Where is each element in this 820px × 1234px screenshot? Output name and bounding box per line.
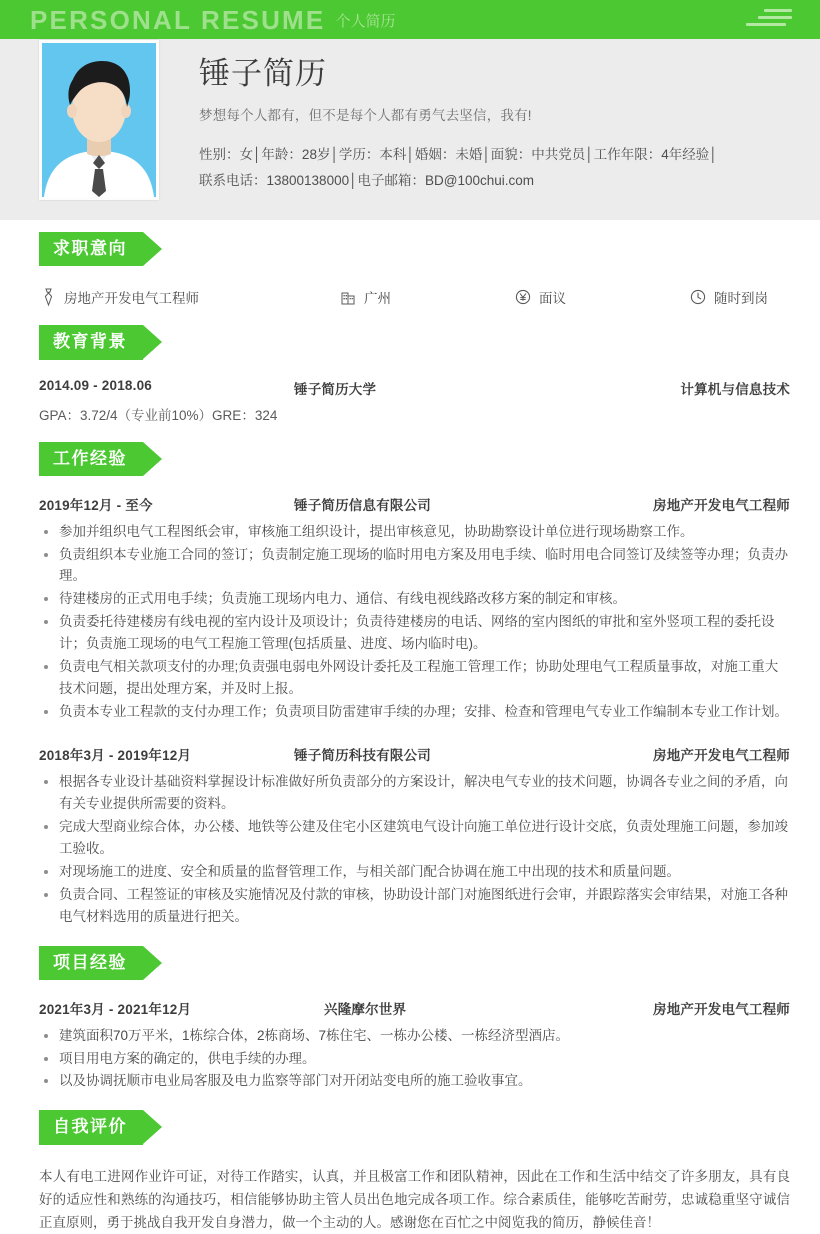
work-entry xyxy=(39,494,790,723)
building-icon xyxy=(339,288,357,306)
project-role: 房地产开发电气工程师 xyxy=(653,1001,790,1017)
brand-title-en: PERSONAL RESUME xyxy=(30,4,326,35)
education-school: 锤子简历大学 xyxy=(294,381,377,397)
work-bullet-list xyxy=(39,521,790,723)
list-item: 负责组织本专业施工合同的签订；负责制定施工现场的临时用电方案及用电手续、临时用电合同签订及续签等办理；负责办理。 xyxy=(39,544,790,588)
resume-content xyxy=(0,232,820,1234)
list-item: 待建楼房的正式用电手续；负责施工现场内电力、通信、有线电视线路改移方案的制定和审核。 xyxy=(39,588,790,610)
education-date: 2014.09 - 2018.06 xyxy=(39,377,152,393)
work-date: 2018年3月 - 2019年12月 xyxy=(39,748,192,764)
intention-item-position xyxy=(39,287,339,307)
list-item: 完成大型商业综合体，办公楼、地铁等公建及住宅小区建筑电气设计向施工单位进行设计交底，负责处理施工问题，参加竣工验收。 xyxy=(39,816,790,860)
hamburger-line-3 xyxy=(746,23,786,26)
intention-availability-text: 随时到岗 xyxy=(714,291,768,307)
list-item: 项目用电方案的确定的，供电手续的办理。 xyxy=(39,1048,790,1070)
list-item: 对现场施工的进度、安全和质量的监督管理工作，与相关部门配合协调在施工中出现的技术和质量问题。 xyxy=(39,861,790,883)
list-item: 负责合同、工程签证的审核及实施情况及付款的审核，协助设计部门对施图纸进行会审，并跟踪落实会审结果，对施工各种电气材料选用的质量进行把关。 xyxy=(39,884,790,928)
hamburger-menu-icon[interactable] xyxy=(746,9,792,31)
list-item: 负责本专业工程款的支付办理工作；负责项目防雷建审手续的办理；安排、检查和管理电气专业工作编制本专业工作计划。 xyxy=(39,701,790,723)
intention-item-city xyxy=(339,287,514,307)
intention-city-text: 广州 xyxy=(364,291,391,307)
profile-band xyxy=(0,39,820,220)
work-company: 锤子简历信息有限公司 xyxy=(294,497,431,513)
work-date: 2019年12月 - 至今 xyxy=(39,497,153,513)
intention-row xyxy=(39,287,790,307)
work-entry xyxy=(39,744,790,927)
clock-icon xyxy=(689,288,707,306)
profile-info xyxy=(159,39,718,220)
intention-salary-text: 面议 xyxy=(539,291,566,307)
section-project xyxy=(39,946,790,1093)
profile-name: 锤子简历 xyxy=(199,56,327,91)
section-intention xyxy=(39,232,790,307)
work-company: 锤子简历科技有限公司 xyxy=(294,748,431,764)
hamburger-line-1 xyxy=(764,9,792,12)
section-title-self-evaluation: 自我评价 xyxy=(39,1110,143,1144)
education-detail: GPA：3.72/4（专业前10%）GRE：324 xyxy=(39,407,278,423)
work-entry-head xyxy=(39,494,790,514)
work-role: 房地产开发电气工程师 xyxy=(653,748,790,764)
hamburger-line-2 xyxy=(758,16,792,19)
project-bullet-list xyxy=(39,1025,790,1093)
list-item: 负责电气相关款项支付的办理;负责强电弱电外网设计委托及工程施工管理工作；协助处理电气工程质量事故，对施工重大技术问题，提出处理方案，并及时上报。 xyxy=(39,656,790,700)
intention-position-text: 房地产开发电气工程师 xyxy=(64,291,199,307)
intention-item-availability xyxy=(689,287,768,307)
work-entry-head xyxy=(39,744,790,764)
project-name: 兴隆摩尔世界 xyxy=(324,1001,407,1017)
work-role: 房地产开发电气工程师 xyxy=(653,497,790,513)
education-major: 计算机与信息技术 xyxy=(680,381,790,397)
education-entry xyxy=(39,378,790,424)
list-item: 参加并组织电气工程图纸会审，审核施工组织设计，提出审核意见，协助勘察设计单位进行现场勘察工作。 xyxy=(39,521,790,543)
intention-item-salary xyxy=(514,287,689,307)
yuan-circle-icon xyxy=(514,288,532,306)
brand-title-cn: 个人简历 xyxy=(335,13,396,30)
section-title-project: 项目经验 xyxy=(39,946,143,980)
list-item: 建筑面积70万平米，1栋综合体，2栋商场、7栋住宅、一栋办公楼、一栋经济型酒店。 xyxy=(39,1025,790,1047)
project-date: 2021年3月 - 2021年12月 xyxy=(39,1001,192,1017)
work-bullet-list xyxy=(39,771,790,927)
education-entry-head xyxy=(39,378,790,398)
profile-meta-line-1: 性别：女│年龄：28岁│学历：本科│婚姻：未婚│面貌：中共党员│工作年限：4年经验│ xyxy=(199,147,718,163)
profile-tagline: 梦想每个人都有，但不是每个人都有勇气去坚信，我有! xyxy=(199,108,532,124)
necktie-icon xyxy=(39,288,57,306)
profile-meta xyxy=(199,142,718,195)
section-work xyxy=(39,442,790,928)
section-self-evaluation xyxy=(39,1110,790,1234)
project-entry-head xyxy=(39,998,790,1018)
list-item: 根据各专业设计基础资料掌握设计标准做好所负责部分的方案设计，解决电气专业的技术问题，协调各专业之间的矛盾，向有关专业提供所需要的资料。 xyxy=(39,771,790,815)
avatar-frame xyxy=(39,40,159,200)
profile-meta-line-2: 联系电话：13800138000│电子邮箱：BD@100chui.com xyxy=(199,173,535,189)
project-entry xyxy=(39,998,790,1093)
self-evaluation-text: 本人有电工进网作业许可证，对待工作踏实，认真，并且极富工作和团队精神，因此在工作和生活中结交了许多朋友，具有良好的适应性和熟练的沟通技巧，相信能够协助主管人员出色地完成各项工作。综合素质佳，能够吃苦耐劳，忠诚稳重坚守诚信正直原则，勇于挑战自我开发自身潜力，做一个主动的人。感谢您在百忙之中阅览我的简历，静候佳音！ xyxy=(39,1168,790,1231)
list-item: 负责委托待建楼房有线电视的室内设计及项设计；负责待建楼房的电话、网络的室内图纸的审批和室外竖项工程的委托设计；负责施工现场的电气工程施工管理(包括质量、进度、场内临时电)。 xyxy=(39,611,790,655)
list-item: 以及协调抚顺市电业局客服及电力监察等部门对开闭站变电所的施工验收事宜。 xyxy=(39,1070,790,1092)
avatar-photo xyxy=(42,43,156,197)
section-title-work: 工作经验 xyxy=(39,442,143,476)
page-header xyxy=(0,0,820,39)
section-title-intention: 求职意向 xyxy=(39,232,143,266)
section-education xyxy=(39,325,790,423)
section-title-education: 教育背景 xyxy=(39,325,143,359)
